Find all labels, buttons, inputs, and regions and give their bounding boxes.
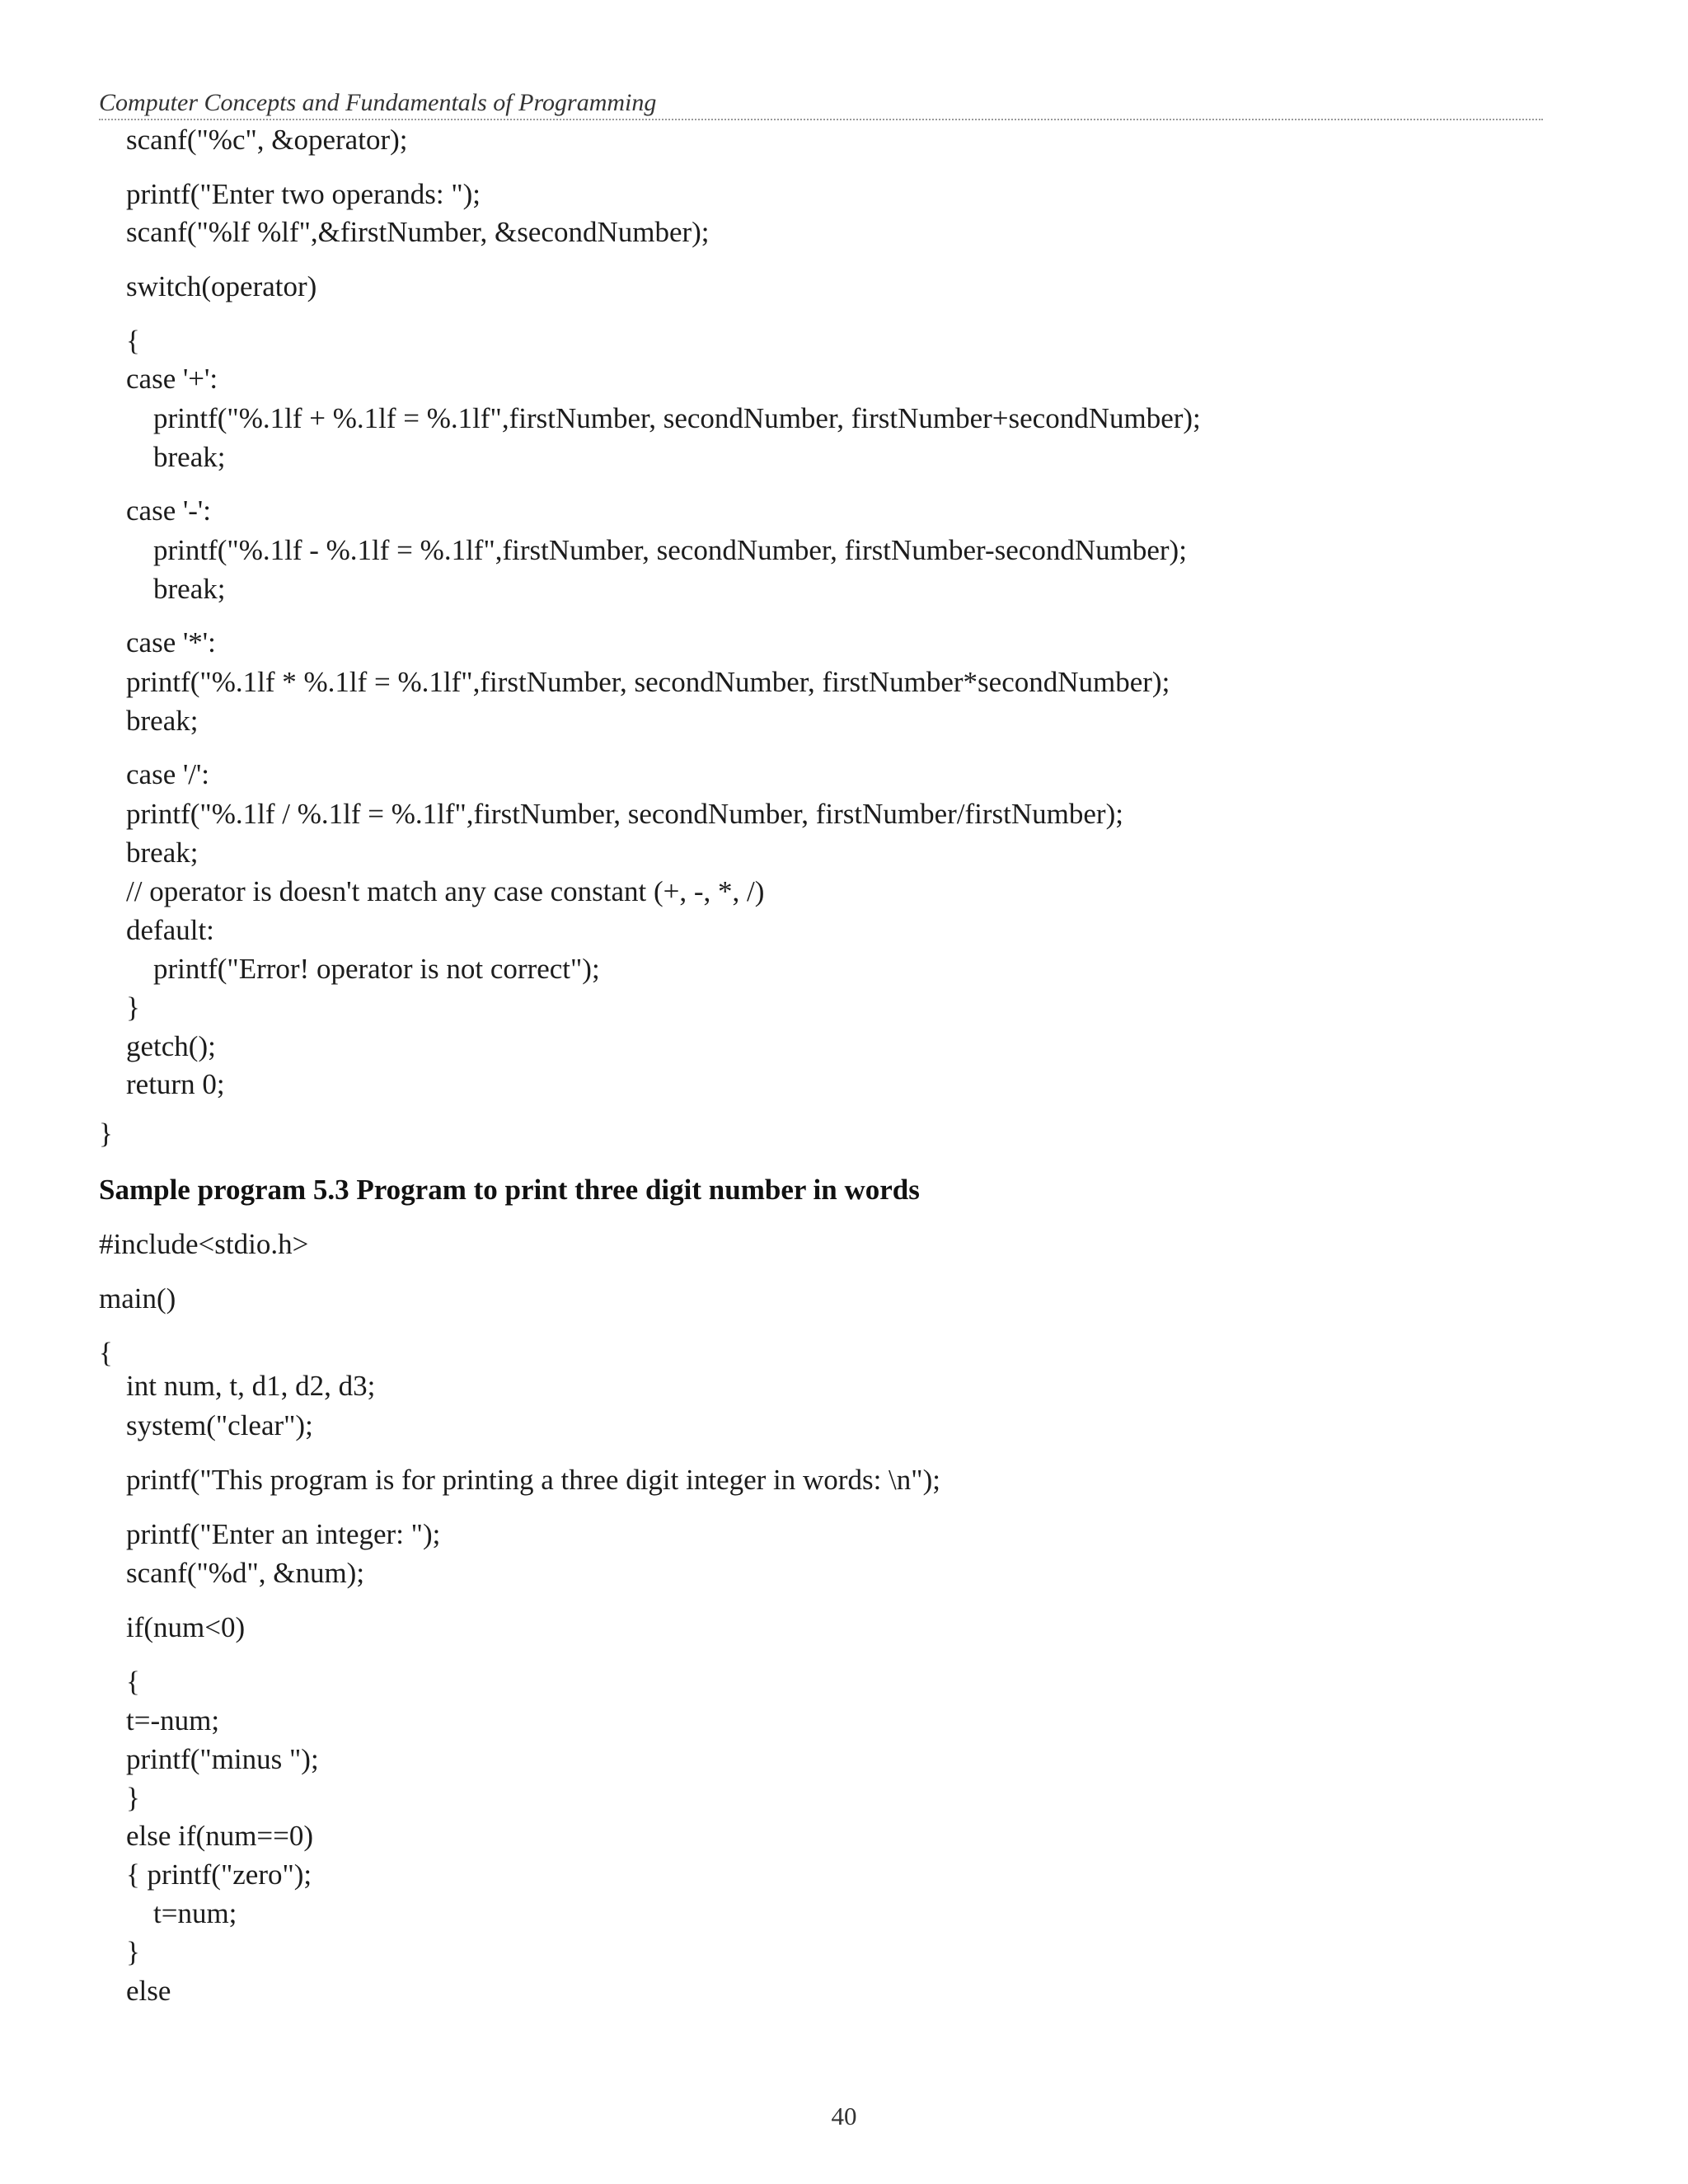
code-line: { printf("zero"); xyxy=(126,1858,312,1891)
code-line: getch(); xyxy=(126,1030,216,1062)
code-line: #include<stdio.h> xyxy=(99,1228,309,1260)
code-line: // operator is doesn't match any case constant (+, -, *, /) xyxy=(126,875,765,907)
code-line: printf("minus "); xyxy=(126,1743,319,1775)
code-line: printf("Error! operator is not correct"); xyxy=(153,953,600,985)
code-line: printf("%.1lf + %.1lf = %.1lf",firstNumber, secondNumber, firstNumber+secondNumber); xyxy=(153,402,1201,434)
code-line: } xyxy=(99,1118,113,1150)
code-line: printf("Enter two operands: "); xyxy=(126,178,481,210)
running-header xyxy=(99,86,1543,120)
code-line: t=-num; xyxy=(126,1704,220,1736)
code-line: { xyxy=(126,1666,140,1698)
code-line: break; xyxy=(126,837,199,869)
running-header-title: Computer Concepts and Fundamentals of Programming xyxy=(99,89,657,116)
code-line: case '*': xyxy=(126,626,216,658)
code-line: return 0; xyxy=(126,1068,225,1100)
code-line: switch(operator) xyxy=(126,270,317,302)
code-line: } xyxy=(126,991,140,1024)
code-line: printf("Enter an integer: "); xyxy=(126,1518,441,1550)
code-line: { xyxy=(126,325,140,357)
code-line: printf("%.1lf - %.1lf = %.1lf",firstNumber, secondNumber, firstNumber-secondNumber); xyxy=(153,534,1187,566)
code-line: } xyxy=(126,1936,140,1968)
code-line: system("clear"); xyxy=(126,1409,313,1441)
code-line: main() xyxy=(99,1282,176,1315)
code-line: printf("%.1lf * %.1lf = %.1lf",firstNumber, secondNumber, firstNumber*secondNumber); xyxy=(126,666,1170,698)
code-line: scanf("%lf %lf",&firstNumber, &secondNumber); xyxy=(126,216,710,248)
code-line: scanf("%c", &operator); xyxy=(126,124,408,156)
code-line: case '-': xyxy=(126,494,211,527)
code-line: else if(num==0) xyxy=(126,1820,314,1852)
code-line: { xyxy=(99,1337,113,1369)
code-line: int num, t, d1, d2, d3; xyxy=(126,1370,376,1402)
code-line: break; xyxy=(126,705,199,737)
code-line: scanf("%d", &num); xyxy=(126,1557,365,1589)
code-line: case '/': xyxy=(126,758,210,790)
code-line: else xyxy=(126,1975,171,2007)
code-line: default: xyxy=(126,914,214,946)
code-line: t=num; xyxy=(153,1897,237,1929)
code-line: break; xyxy=(153,573,226,605)
page-number: 40 xyxy=(831,2102,857,2130)
code-line: if(num<0) xyxy=(126,1611,246,1643)
code-line: case '+': xyxy=(126,363,218,395)
code-line: printf("%.1lf / %.1lf = %.1lf",firstNumber, secondNumber, firstNumber/firstNumber); xyxy=(126,798,1123,830)
section-heading: Sample program 5.3 Program to print three digit number in words xyxy=(99,1174,920,1206)
code-line: printf("This program is for printing a three digit integer in words: \n"); xyxy=(126,1464,940,1496)
code-line: break; xyxy=(153,441,226,473)
code-line: } xyxy=(126,1782,140,1814)
